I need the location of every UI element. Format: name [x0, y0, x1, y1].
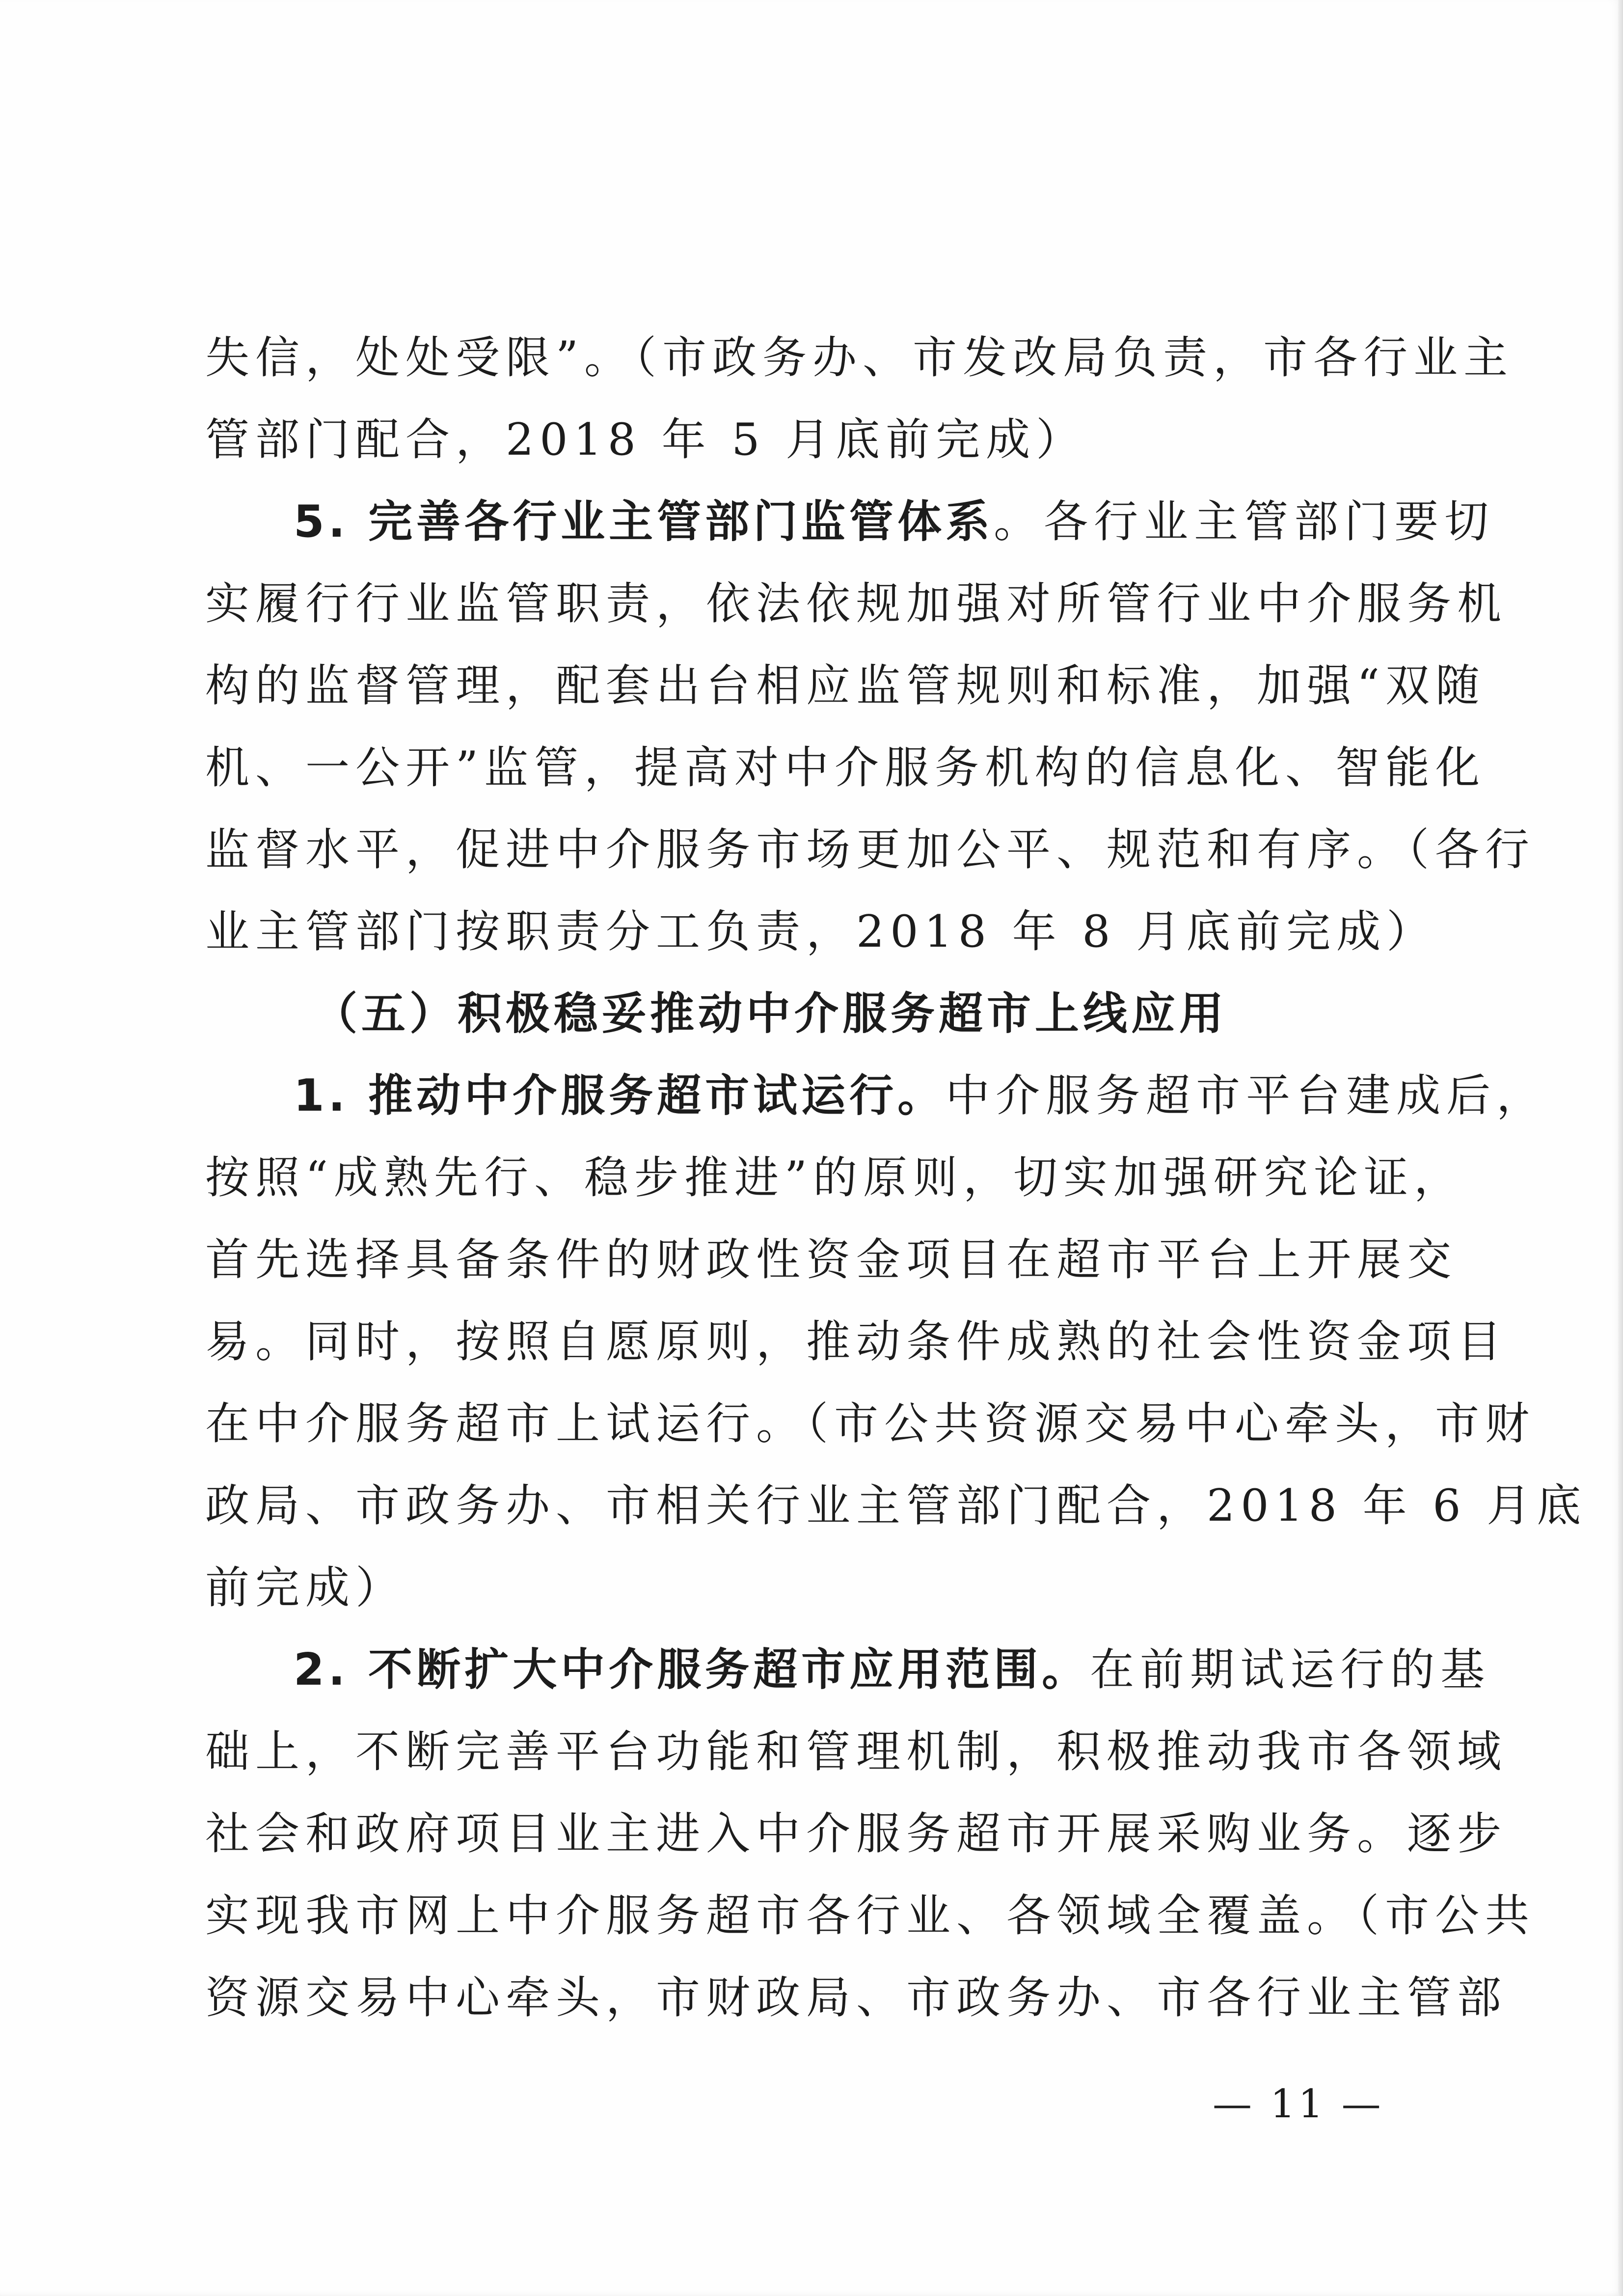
text-line: 易。同时，按照自愿原则，推动条件成熟的社会性资金项目 [205, 1316, 1507, 1367]
page-edge-shadow [1618, 0, 1623, 2296]
text-line: 构的监督管理，配套出台相应监管规则和标准，加强“双随 [205, 660, 1486, 711]
text-line: 管部门配合，2018 年 5 月底前完成） [205, 414, 1086, 465]
text-line: 首先选择具备条件的财政性资金项目在超市平台上开展交 [205, 1234, 1457, 1285]
text-line: 业主管部门按职责分工负责，2018 年 8 月底前完成） [205, 906, 1437, 957]
text-line: 政局、市政务办、市相关行业主管部门配合，2018 年 6 月底 [205, 1480, 1587, 1531]
text-line: 实履行行业监管职责，依法依规加强对所管行业中介服务机 [205, 578, 1507, 629]
text-line: 机、一公开”监管，提高对中介服务机构的信息化、智能化 [205, 742, 1486, 793]
document-body [205, 317, 1587, 2039]
section-5-heading: （五）积极稳妥推动中介服务超市上线应用 [313, 988, 1227, 1039]
page-number: — 11 — [1213, 2081, 1384, 2127]
paragraph-item-2-first-line [205, 1629, 1491, 1711]
text-line: 础上，不断完善平台功能和管理机制，积极推动我市各领域 [205, 1726, 1507, 1777]
item-2-heading: 2. 不断扩大中介服务超市应用范围。 [294, 1644, 1090, 1695]
paragraph-item-5-first-line [205, 481, 1495, 563]
text-line: 监督水平，促进中介服务市场更加公平、规范和有序。（各行 [205, 824, 1535, 875]
text-line: 失信，处处受限”。（市政务办、市发改局负责，市各行业主 [205, 332, 1514, 383]
item-1-heading: 1. 推动中介服务超市试运行。 [294, 1070, 946, 1121]
item-5-lead-text: 。各行业主管部门要切 [994, 496, 1495, 547]
paragraph-item-1-first-line [205, 1055, 1547, 1137]
text-line: 在中介服务超市上试运行。（市公共资源交易中心牵头，市财 [205, 1398, 1535, 1449]
text-line: 按照“成熟先行、稳步推进”的原则，切实加强研究论证， [205, 1152, 1464, 1203]
text-line: 资源交易中心牵头，市财政局、市政务办、市各行业主管部 [205, 1972, 1507, 2023]
item-5-heading: 5. 完善各行业主管部门监管体系 [294, 496, 994, 547]
item-2-lead-text: 在前期试运行的基 [1090, 1644, 1491, 1695]
text-line: 社会和政府项目业主进入中介服务超市开展采购业务。逐步 [205, 1808, 1507, 1859]
text-line: 前完成） [205, 1562, 406, 1613]
item-1-lead-text: 中介服务超市平台建成后， [946, 1070, 1547, 1121]
text-line: 实现我市网上中介服务超市各行业、各领域全覆盖。（市公共 [205, 1890, 1535, 1941]
